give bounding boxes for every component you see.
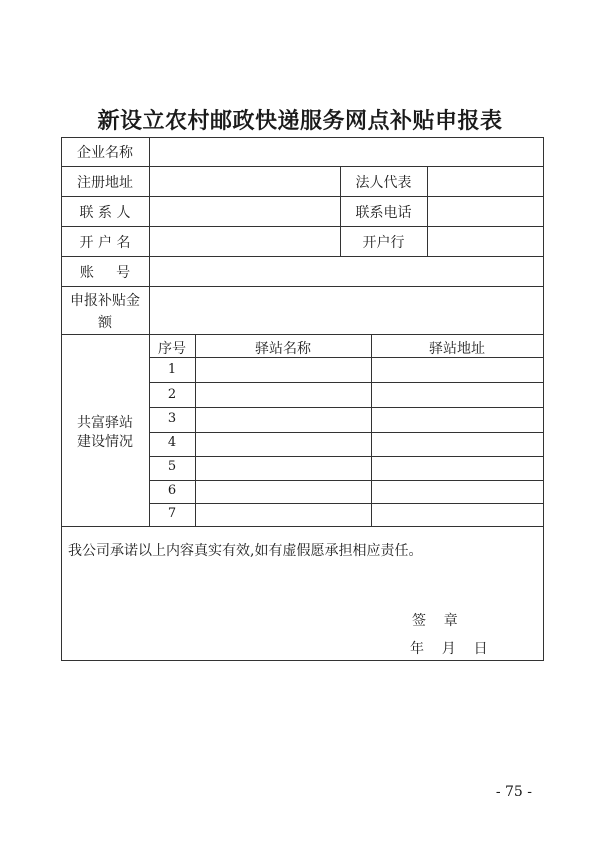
label-reg-address: 注册地址 (77, 175, 133, 191)
company-name-field[interactable] (150, 138, 542, 166)
station-row-index: 1 (167, 362, 177, 377)
row-divider (149, 382, 543, 383)
legal-rep-field[interactable] (428, 167, 542, 196)
reg-address-field[interactable] (150, 167, 339, 196)
commitment-text: 我公司承诺以上内容真实有效,如有虚假愿承担相应责任。 (68, 543, 423, 559)
table-border-right (543, 137, 544, 661)
label-amount-line1: 申报补贴金 (70, 293, 140, 309)
amount-field[interactable] (150, 287, 542, 334)
label-legal-rep: 法人代表 (355, 175, 412, 191)
row-divider (149, 503, 543, 504)
label-bank: 开户行 (362, 235, 405, 251)
station-row-index: 5 (167, 459, 177, 474)
row-divider (149, 407, 543, 408)
label-station-line2: 建设情况 (77, 434, 133, 450)
station-header-name: 驿站名称 (255, 341, 311, 357)
station-header-index: 序号 (158, 341, 186, 357)
account-no-field[interactable] (150, 257, 542, 286)
label-station-line1: 共富驿站 (77, 415, 133, 431)
station-row-index: 3 (167, 411, 177, 426)
account-name-field[interactable] (150, 227, 339, 256)
station-row-index: 6 (167, 483, 177, 498)
row-divider (61, 526, 543, 527)
label-account-no: 账 号 (79, 265, 131, 281)
row-divider (61, 334, 543, 335)
label-contact: 联 系 人 (79, 205, 131, 221)
page-number: - 75 - (495, 784, 532, 800)
column-divider (371, 334, 372, 526)
row-divider (149, 432, 543, 433)
contact-field[interactable] (150, 197, 339, 226)
bank-field[interactable] (428, 227, 542, 256)
form-title: 新设立农村邮政快递服务网点补贴申报表 (97, 108, 503, 134)
phone-field[interactable] (428, 197, 542, 226)
label-amount-line2: 额 (98, 315, 112, 331)
row-divider (149, 456, 543, 457)
label-account-name: 开 户 名 (79, 235, 131, 251)
station-header-address: 驿站地址 (429, 341, 485, 357)
table-border-bottom (61, 660, 543, 661)
column-divider (195, 334, 196, 526)
station-row-index: 4 (167, 435, 177, 450)
station-row-index: 2 (167, 387, 177, 402)
signature-label: 签 章 (412, 613, 458, 629)
label-phone: 联系电话 (355, 205, 412, 221)
row-divider (149, 480, 543, 481)
station-row-index: 7 (167, 506, 177, 521)
date-label: 年 月 日 (410, 641, 488, 657)
label-company-name: 企业名称 (77, 145, 133, 161)
